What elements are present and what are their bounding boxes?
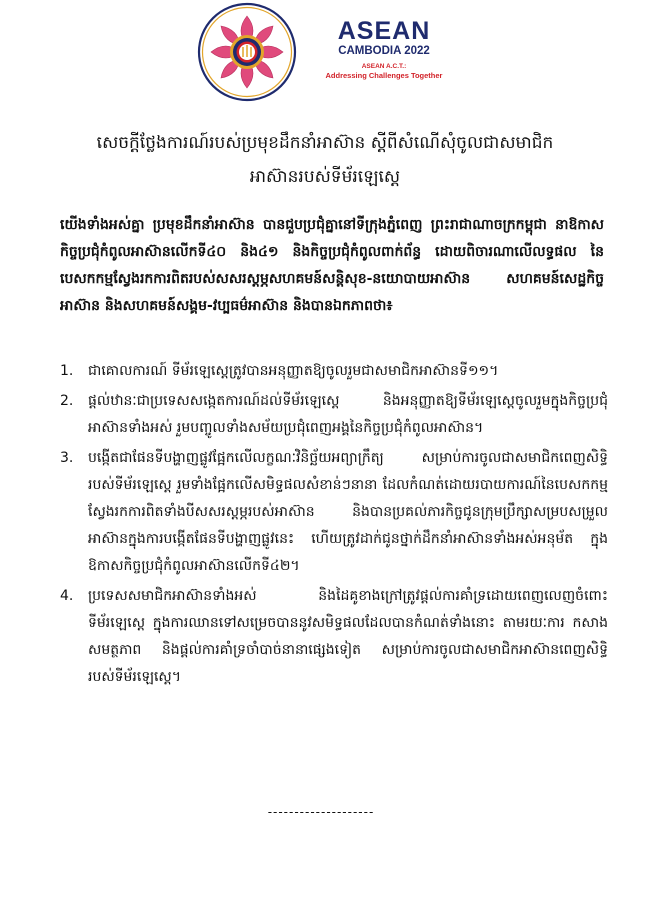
- item-number: 3.: [60, 450, 74, 466]
- logo-theme: Addressing Challenges Together: [325, 71, 443, 80]
- item-number: 2.: [60, 393, 74, 409]
- list-item: [60, 583, 608, 691]
- letterhead: [0, 0, 650, 112]
- title-line-1: សេចក្តីថ្លែងការណ៍របស់ប្រមុខដឹកនាំអាស៊ាន ស្តីពីសំណើសុំចូលជាសមាជិក: [96, 133, 554, 153]
- logo-text: [314, 18, 454, 80]
- item-text: បង្កើតជាផែនទីបង្ហាញផ្លូវផ្អែកលើលក្ខណៈវិនិច្ឆ័យអព្យាក្រឹត្យ សម្រាប់ការចូលជាសមាជិកពេញសិទ្ធិរបស់ទីម័រឡេស្តេ រួមទាំងផ្អែកលើសមិទ្ធផលសំខាន់ៗនានា ដែលកំណត់ដោយរបាយការណ៍នៃបេសកកម្មស្វែងរកការពិតទាំងបីសសរស្តម្ភរបស់អាស៊ាន និងបានប្រគល់ភារកិច្ចជូនក្រុមប្រឹក្សាសម្របសម្រួលអាស៊ានក្នុងការបង្កើតផែនទីបង្ហាញផ្លូវនេះ ហើយត្រូវដាក់ជូនថ្នាក់ដឹកនាំអាស៊ានទាំងអស់អនុម័ត ក្នុងឱកាសកិច្ចប្រជុំកំពូលអាស៊ានលើកទី៤២។: [88, 450, 608, 574]
- item-text: ផ្តល់ឋានៈជាប្រទេសសង្កេតការណ៍ដល់ទីម័រឡេស្តេ និងអនុញ្ញាតឱ្យទីម័រឡេស្តេចូលរួមក្នុងកិច្ចប្រជុំអាស៊ានទាំងអស់ រួមបញ្ចូលទាំងសម័យប្រជុំពេញអង្គនៃកិច្ចប្រជុំកំពូលអាស៊ាន។: [88, 393, 608, 436]
- item-number: 1.: [60, 363, 74, 379]
- logo-subtitle: CAMBODIA 2022: [338, 45, 430, 57]
- asean-cambodia-logo-icon: [197, 2, 297, 102]
- item-text: ជាគោលការណ៍ ទីម័រឡេស្តេត្រូវបានអនុញ្ញាតឱ្យចូលរួមជាសមាជិកអាស៊ានទី១១។: [88, 363, 499, 379]
- intro-paragraph: យើងទាំងអស់គ្នា ប្រមុខដឹកនាំអាស៊ាន បានជួបប្រជុំគ្នានៅទីក្រុងភ្នំពេញ ព្រះរាជាណាចក្រកម្ពុជា នាឱកាសកិច្ចប្រជុំកំពូលអាស៊ានលើកទី៤០ និង៤១ និងកិច្ចប្រជុំកំពូលពាក់ព័ន្ធ ដោយពិចារណាលើលទ្ធផល នៃបេសកកម្មស្វែងរកការពិតរបស់សសរស្តម្ភសហគមន៍សន្តិសុខ-នយោបាយអាស៊ាន សហគមន៍សេដ្ឋកិច្ចអាស៊ាន និងសហគមន៍សង្គម-វប្បធម៌អាស៊ាន និងបានឯកភាពថា៖: [60, 217, 604, 314]
- end-divider: --------------------: [267, 805, 375, 819]
- item-number: 4.: [60, 588, 74, 604]
- title-line-2: អាស៊ានរបស់ទីម័រឡេស្តេ: [249, 167, 401, 187]
- list-item: [60, 445, 608, 580]
- item-text: ប្រទេសសមាជិកអាស៊ានទាំងអស់ និងដៃគូខាងក្រៅត្រូវផ្តល់ការគាំទ្រដោយពេញលេញចំពោះ ទីម័រឡេស្តេ ក្នុងការឈានទៅសម្រេចបាននូវសមិទ្ធផលដែលបានកំណត់ទាំងនោះ តាមរយៈការ កសាងសមត្ថភាព និងផ្តល់ការគាំទ្រចាំបាច់នានាផ្សេងទៀត សម្រាប់ការចូលជាសមាជិកអាស៊ានពេញសិទ្ធិរបស់ទីម័រឡេស្តេ។: [88, 588, 608, 685]
- document-title: [40, 126, 610, 194]
- decision-list: [60, 358, 608, 694]
- list-item: [60, 358, 608, 385]
- logo-title: ASEAN: [337, 17, 431, 45]
- logo-act: ASEAN A.C.T.:: [361, 63, 407, 70]
- list-item: [60, 388, 608, 442]
